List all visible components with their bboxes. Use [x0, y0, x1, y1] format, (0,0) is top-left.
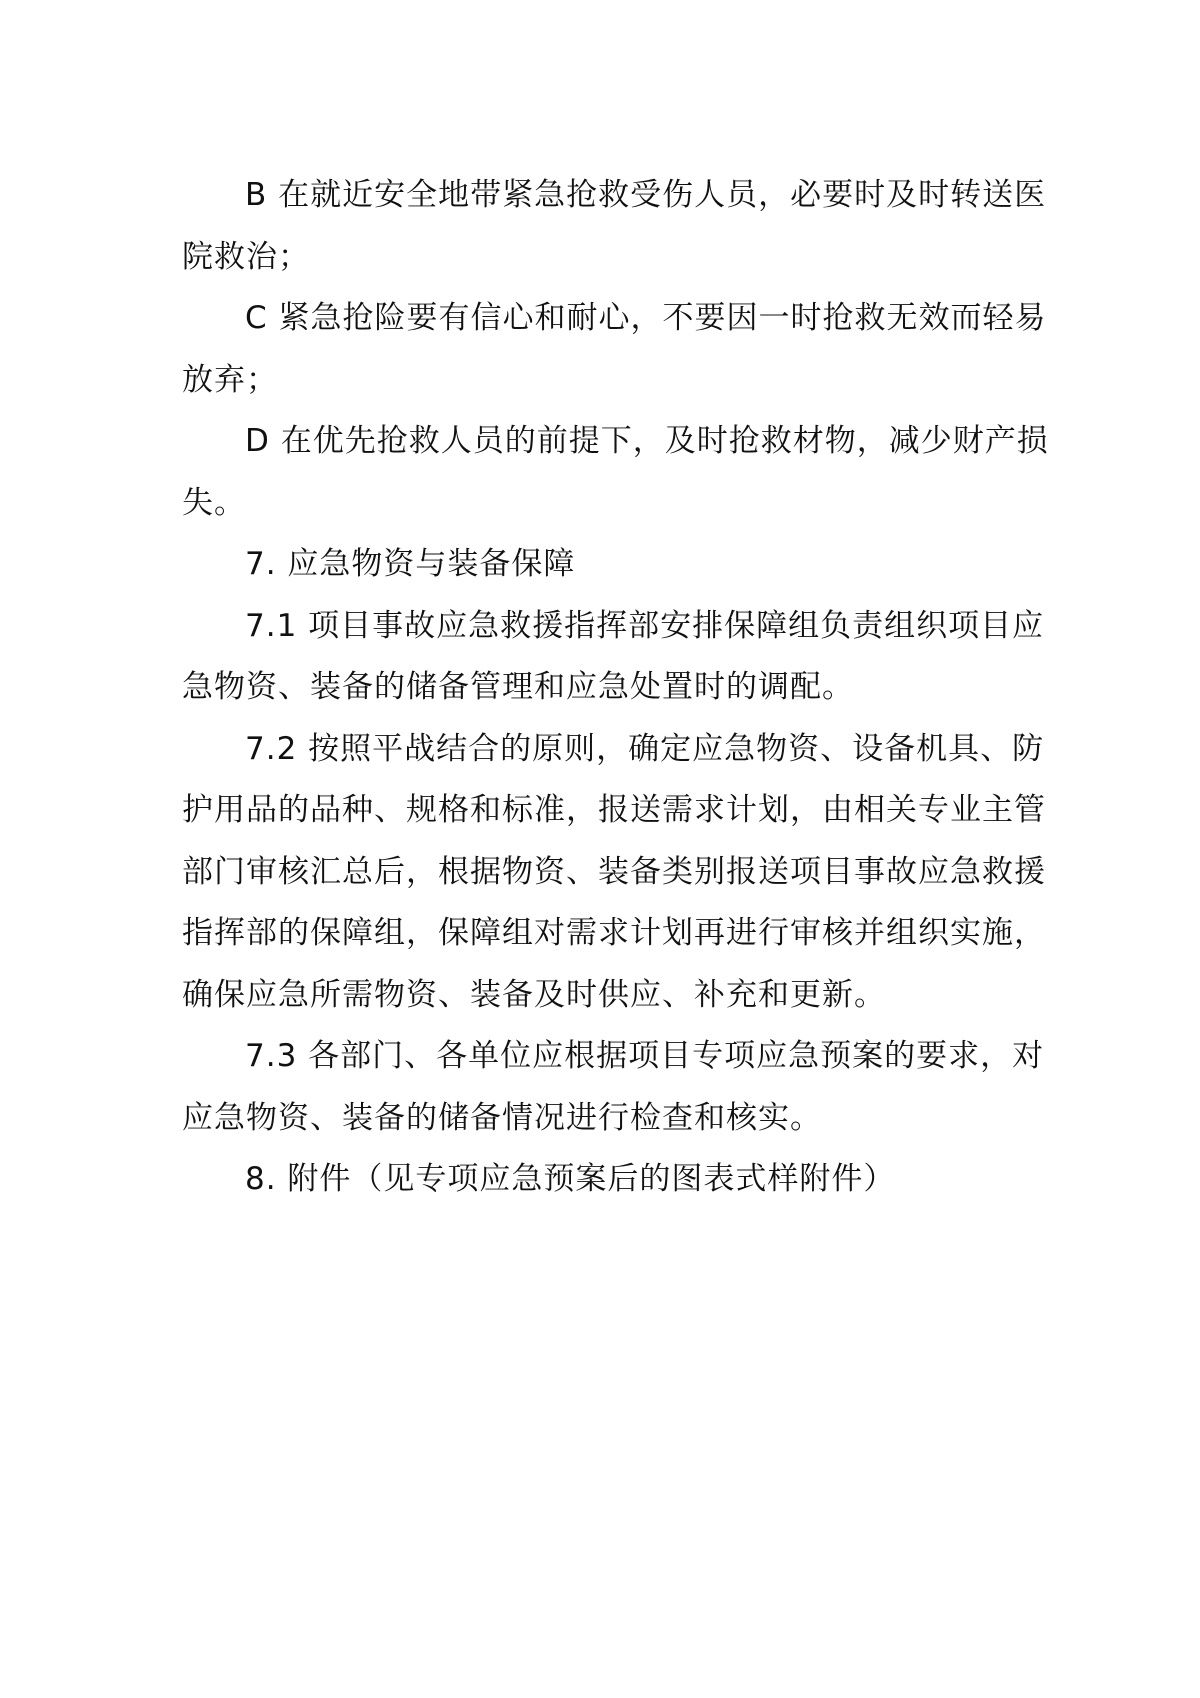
text-line: 失。 — [182, 484, 246, 521]
text-line: 放弃； — [182, 361, 278, 398]
paragraph-section-7-1 — [182, 596, 1045, 719]
text-line: 8. 附件（见专项应急预案后的图表式样附件） — [245, 1161, 896, 1197]
paragraph-section-7-2 — [182, 719, 1046, 1027]
paragraph-item-c — [182, 288, 1047, 411]
text-line: 院救治； — [182, 238, 310, 275]
text-line: 应急物资、装备的储备情况进行检查和核实。 — [182, 1099, 822, 1136]
text-line: D 在优先抢救人员的前提下，及时抢救材物，减少财产损 — [245, 423, 1049, 459]
text-line: 急物资、装备的储备管理和应急处置时的调配。 — [182, 669, 854, 705]
paragraph-item-b — [182, 165, 1047, 288]
paragraph-section-7-3 — [182, 1026, 1045, 1149]
text-line: 部门审核汇总后，根据物资、装备类别报送项目事故应急救援 — [182, 853, 1046, 890]
paragraph-item-d — [182, 411, 1049, 534]
text-line: 7.1 项目事故应急救援指挥部安排保障组负责组织项目应 — [245, 607, 1045, 644]
text-line: 7.3 各部门、各单位应根据项目专项应急预案的要求，对 — [245, 1038, 1045, 1074]
text-line: 7.2 按照平战结合的原则，确定应急物资、设备机具、防 — [245, 730, 1045, 767]
text-line: 确保应急所需物资、装备及时供应、补充和更新。 — [182, 976, 886, 1013]
text-line: 护用品的品种、规格和标准，报送需求计划，由相关专业主管 — [182, 792, 1046, 828]
text-line: 指挥部的保障组，保障组对需求计划再进行审核并组织实施， — [182, 915, 1046, 951]
section-heading-8 — [182, 1149, 1022, 1211]
text-line: B 在就近安全地带紧急抢救受伤人员，必要时及时转送医 — [245, 177, 1047, 213]
text-line: 7. 应急物资与装备保障 — [245, 546, 576, 582]
document-body — [182, 165, 1049, 1211]
section-heading-7 — [182, 534, 1022, 596]
text-line: C 紧急抢险要有信心和耐心，不要因一时抢救无效而轻易 — [245, 300, 1047, 336]
